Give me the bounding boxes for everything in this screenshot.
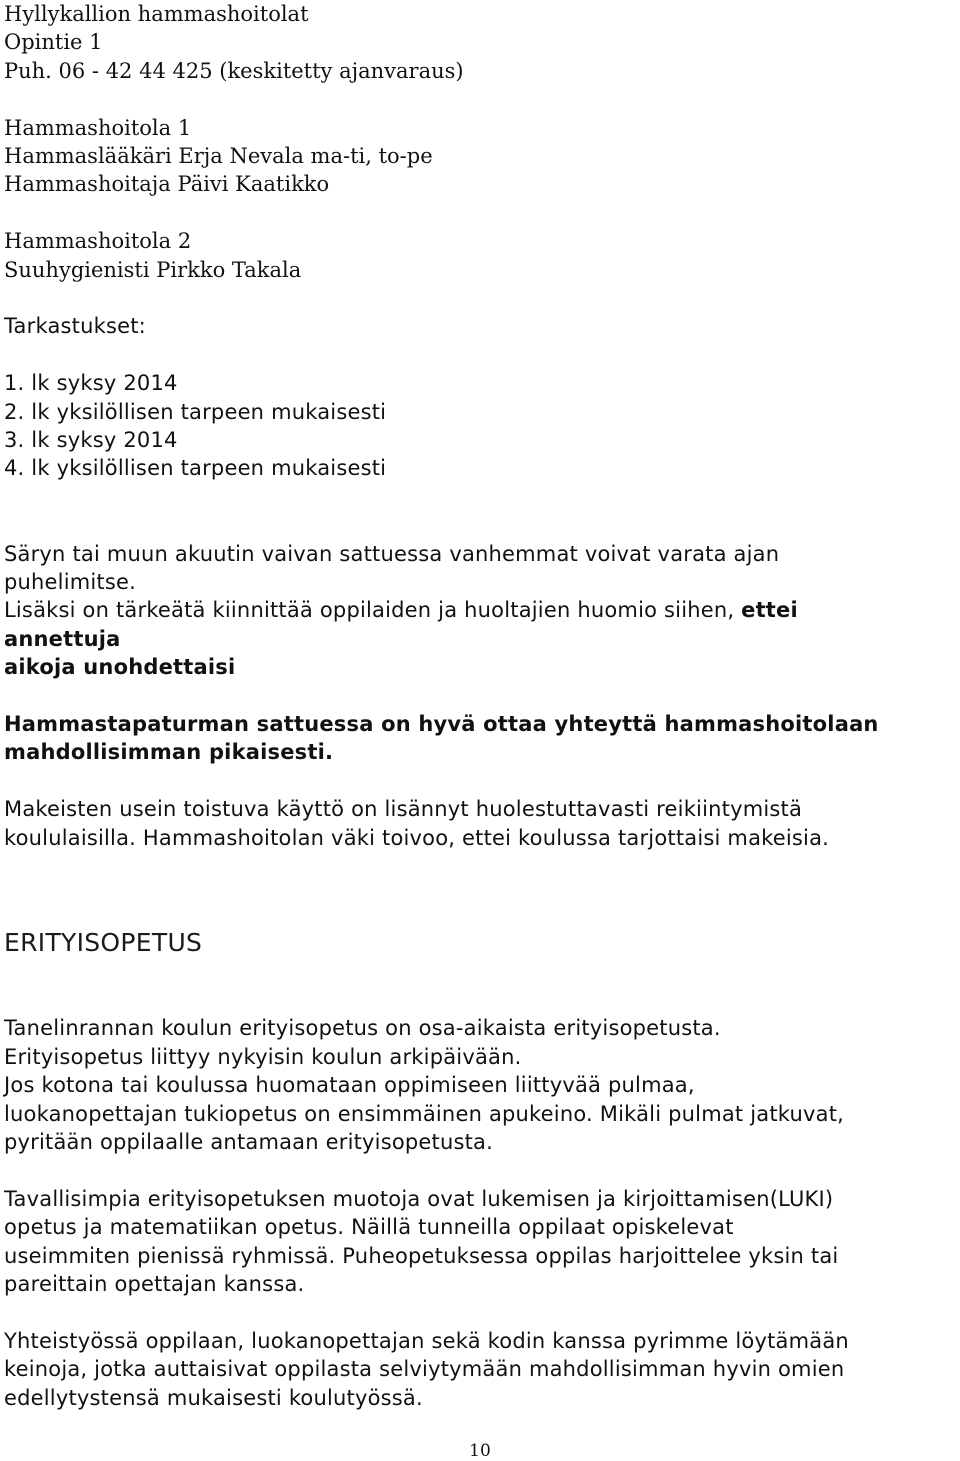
special-ed-para-1 — [4, 1014, 954, 1156]
para-line: Jos kotona tai koulussa huomataan oppimiseen liittyvää pulmaa, — [4, 1073, 695, 1098]
para-line: edellytystensä mukaisesti koulutyössä. — [4, 1385, 423, 1410]
clinic-address: Opintie 1 — [4, 30, 103, 55]
reminder-line-1 — [4, 596, 954, 624]
special-ed-para-3 — [4, 1327, 954, 1412]
clinic-1-title: Hammashoitola 1 — [4, 115, 192, 140]
spacer — [4, 199, 954, 227]
clinic-1-nurse: Hammashoitaja Päivi Kaatikko — [4, 172, 330, 197]
clinic-header — [4, 0, 954, 85]
para-line: luokanopettajan tukiopetus on ensimmäinen apukeino. Mikäli pulmat jatkuvat, — [4, 1101, 844, 1126]
spacer — [4, 483, 954, 511]
spacer — [4, 852, 954, 880]
acute-line-2: puhelimitse. — [4, 570, 136, 595]
para-line: opetus ja matematiikan opetus. Näillä tunneilla oppilaat opiskelevat — [4, 1215, 734, 1240]
para-line: useimmiten pienissä ryhmissä. Puheopetuksessa oppilas harjoittelee yksin tai — [4, 1243, 839, 1268]
page-number: 10 — [469, 1441, 491, 1461]
sweets-line-2: koululaisilla. Hammashoitolan väki toivoo, ettei koulussa tarjottaisi makeisia. — [4, 825, 830, 850]
special-ed-para-2 — [4, 1185, 954, 1299]
reminder-line-3: aikoja unohdettaisi — [4, 655, 236, 680]
checkups-block — [4, 312, 954, 482]
document-page — [4, 0, 954, 1412]
sweets-note — [4, 795, 954, 852]
para-line: Tanelinrannan koulun erityisopetus on osa-aikaista erityisopetusta. — [4, 1016, 721, 1041]
accident-line-2: mahdollisimman pikaisesti. — [4, 740, 334, 765]
acute-note — [4, 540, 954, 682]
clinic-2-hygienist: Suuhygienisti Pirkko Takala — [4, 257, 302, 282]
para-line: Erityisopetus liittyy nykyisin koulun arkipäivään. — [4, 1044, 522, 1069]
reminder-bold-text: ettei — [741, 598, 798, 623]
clinic-2-block — [4, 227, 954, 284]
para-line: pyritään oppilaalle antamaan erityisopetusta. — [4, 1130, 494, 1155]
clinic-1-dentist: Hammaslääkäri Erja Nevala ma-ti, to-pe — [4, 144, 433, 169]
checkups-title: Tarkastukset: — [4, 314, 146, 339]
spacer — [4, 1299, 954, 1327]
reminder-line-2: annettuja — [4, 626, 121, 651]
spacer — [4, 284, 954, 312]
clinic-2-title: Hammashoitola 2 — [4, 229, 192, 254]
accident-note — [4, 710, 954, 767]
spacer — [4, 1156, 954, 1184]
sweets-line-1: Makeisten usein toistuva käyttö on lisännyt huolestuttavasti reikiintymistä — [4, 797, 803, 822]
para-line: keinoja, jotka auttaisivat oppilasta selviytymään mahdollisimman hyvin omien — [4, 1357, 845, 1382]
clinic-name: Hyllykallion hammashoitolat — [4, 2, 309, 26]
section-heading-erityisopetus: ERITYISOPETUS — [4, 928, 203, 958]
accident-line-1: Hammastapaturman sattuessa on hyvä ottaa yhteyttä hammashoitolaan — [4, 712, 879, 737]
reminder-text: Lisäksi on tärkeätä kiinnittää oppilaiden ja huoltajien huomio siihen, — [4, 598, 742, 623]
checkup-item: 4. lk yksilöllisen tarpeen mukaisesti — [4, 456, 387, 481]
spacer — [4, 85, 954, 113]
para-line: Yhteistyössä oppilaan, luokanopettajan sekä kodin kanssa pyrimme löytämään — [4, 1328, 849, 1353]
spacer — [4, 682, 954, 710]
clinic-phone: Puh. 06 - 42 44 425 (keskitetty ajanvaraus) — [4, 58, 464, 83]
para-line: Tavallisimpia erityisopetuksen muotoja ovat lukemisen ja kirjoittamisen(LUKI) — [4, 1186, 834, 1211]
checkup-item: 3. lk syksy 2014 — [4, 428, 178, 453]
spacer — [4, 511, 954, 539]
checkup-item: 1. lk syksy 2014 — [4, 371, 178, 396]
spacer — [4, 880, 954, 928]
spacer — [4, 341, 954, 369]
spacer — [4, 958, 954, 1014]
para-line: pareittain opettajan kanssa. — [4, 1272, 305, 1297]
clinic-1-block — [4, 114, 954, 199]
spacer — [4, 767, 954, 795]
acute-line-1: Säryn tai muun akuutin vaivan sattuessa vanhemmat voivat varata ajan — [4, 541, 780, 566]
checkup-item: 2. lk yksilöllisen tarpeen mukaisesti — [4, 399, 387, 424]
